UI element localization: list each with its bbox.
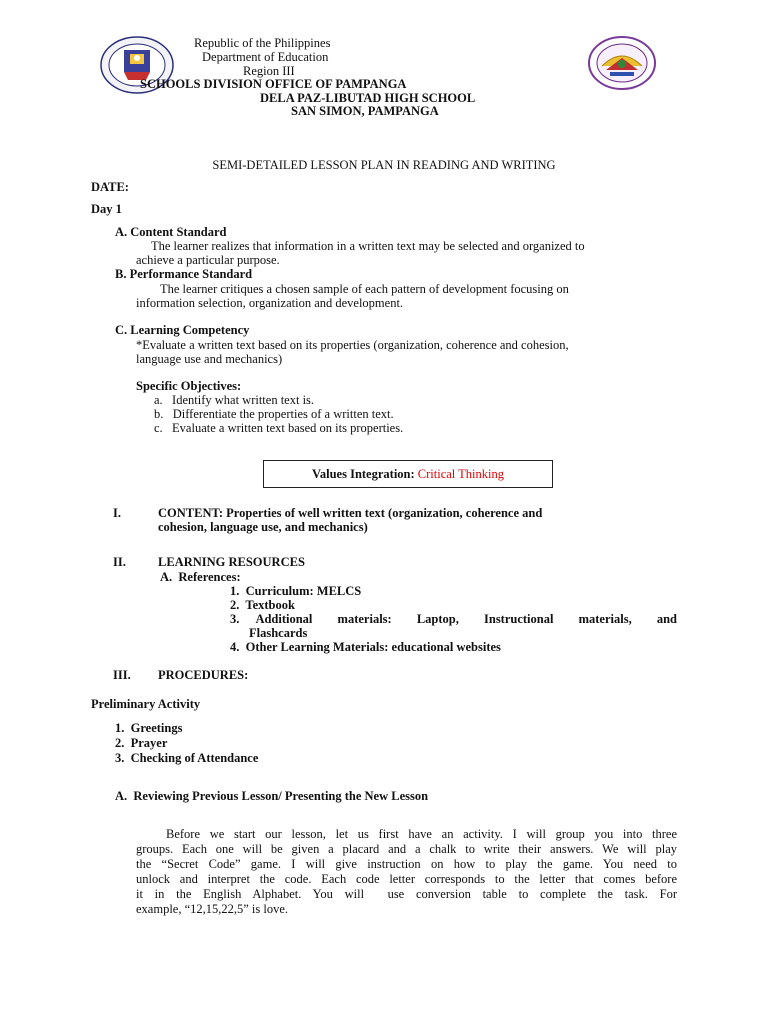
content-line-2: cohesion, language use, and mechanics) bbox=[158, 520, 368, 534]
school-seal-logo bbox=[588, 36, 656, 90]
review-paragraph-line: example, “12,15,22,5” is love. bbox=[136, 902, 289, 916]
review-paragraph-line: it in the English Alphabet. You will use conversion table to complete the task. For bbox=[136, 887, 677, 901]
reference-item: 4. Other Learning Materials: educational websites bbox=[230, 640, 501, 654]
reference-item: 2. Textbook bbox=[230, 598, 295, 612]
review-heading: A. Reviewing Previous Lesson/ Presenting the New Lesson bbox=[115, 789, 429, 803]
region-text: Region III bbox=[243, 64, 295, 78]
procedures-numeral: III. bbox=[113, 668, 131, 682]
resources-numeral: II. bbox=[113, 555, 126, 569]
school-location: SAN SIMON, PAMPANGA bbox=[291, 104, 439, 118]
preliminary-item: 2. Prayer bbox=[115, 736, 168, 750]
preliminary-heading: Preliminary Activity bbox=[91, 697, 201, 711]
reference-item: 3. Additional materials: Laptop, Instructional materials, and bbox=[230, 612, 677, 626]
procedures-heading: PROCEDURES: bbox=[158, 668, 249, 682]
values-label: Values Integration: bbox=[311, 467, 415, 481]
learning-competency-heading: C. Learning Competency bbox=[115, 323, 250, 337]
department-text: Department of Education bbox=[202, 50, 329, 64]
objective-item: b. Differentiate the properties of a written text. bbox=[154, 407, 394, 421]
resources-heading: LEARNING RESOURCES bbox=[158, 555, 305, 569]
review-paragraph-line: groups. Each one will be given a placard and a chalk to write their answers. We will play bbox=[136, 842, 677, 856]
review-paragraph-line: Before we start our lesson, let us first have an activity. I will group you into three bbox=[166, 827, 677, 841]
reference-item: 1. Curriculum: MELCS bbox=[230, 584, 362, 598]
day-label: Day 1 bbox=[91, 202, 122, 216]
performance-standard-heading: B. Performance Standard bbox=[115, 267, 253, 281]
school-name: DELA PAZ-LIBUTAD HIGH SCHOOL bbox=[260, 91, 476, 105]
review-paragraph-line: unlock and interpret the code. Each code letter corresponds to the letter that comes before bbox=[136, 872, 677, 886]
preliminary-item: 3. Checking of Attendance bbox=[115, 751, 259, 765]
learning-competency-text-1: *Evaluate a written text based on its properties (organization, coherence and cohesion, bbox=[136, 338, 569, 352]
division-text: SCHOOLS DIVISION OFFICE OF PAMPANGA bbox=[140, 77, 407, 91]
review-paragraph-line: the “Secret Code” game. I will give instruction on how to play the game. You need to bbox=[136, 857, 677, 871]
objective-item: a. Identify what written text is. bbox=[154, 393, 315, 407]
content-standard-text-2: achieve a particular purpose. bbox=[136, 253, 280, 267]
content-line-1: CONTENT: Properties of well written text (organization, coherence and bbox=[158, 506, 543, 520]
performance-standard-text-1: The learner critiques a chosen sample of each pattern of development focusing on bbox=[160, 282, 569, 296]
page-title: SEMI-DETAILED LESSON PLAN IN READING AND WRITING bbox=[212, 158, 556, 172]
preliminary-item: 1. Greetings bbox=[115, 721, 183, 735]
reference-item-continued: Flashcards bbox=[249, 626, 308, 640]
objective-item: c. Evaluate a written text based on its properties. bbox=[154, 421, 404, 435]
content-standard-heading: A. Content Standard bbox=[115, 225, 227, 239]
objectives-heading: Specific Objectives: bbox=[136, 379, 242, 393]
content-standard-text-1: The learner realizes that information in a written text may be selected and organized to bbox=[151, 239, 585, 253]
date-label: DATE: bbox=[91, 180, 129, 194]
references-heading: A. References: bbox=[160, 570, 241, 584]
values-value: Critical Thinking bbox=[417, 467, 504, 481]
performance-standard-text-2: information selection, organization and development. bbox=[136, 296, 404, 310]
learning-competency-text-2: language use and mechanics) bbox=[136, 352, 283, 366]
republic-text: Republic of the Philippines bbox=[194, 36, 331, 50]
values-integration-box bbox=[263, 460, 553, 488]
content-numeral: I. bbox=[113, 506, 121, 520]
